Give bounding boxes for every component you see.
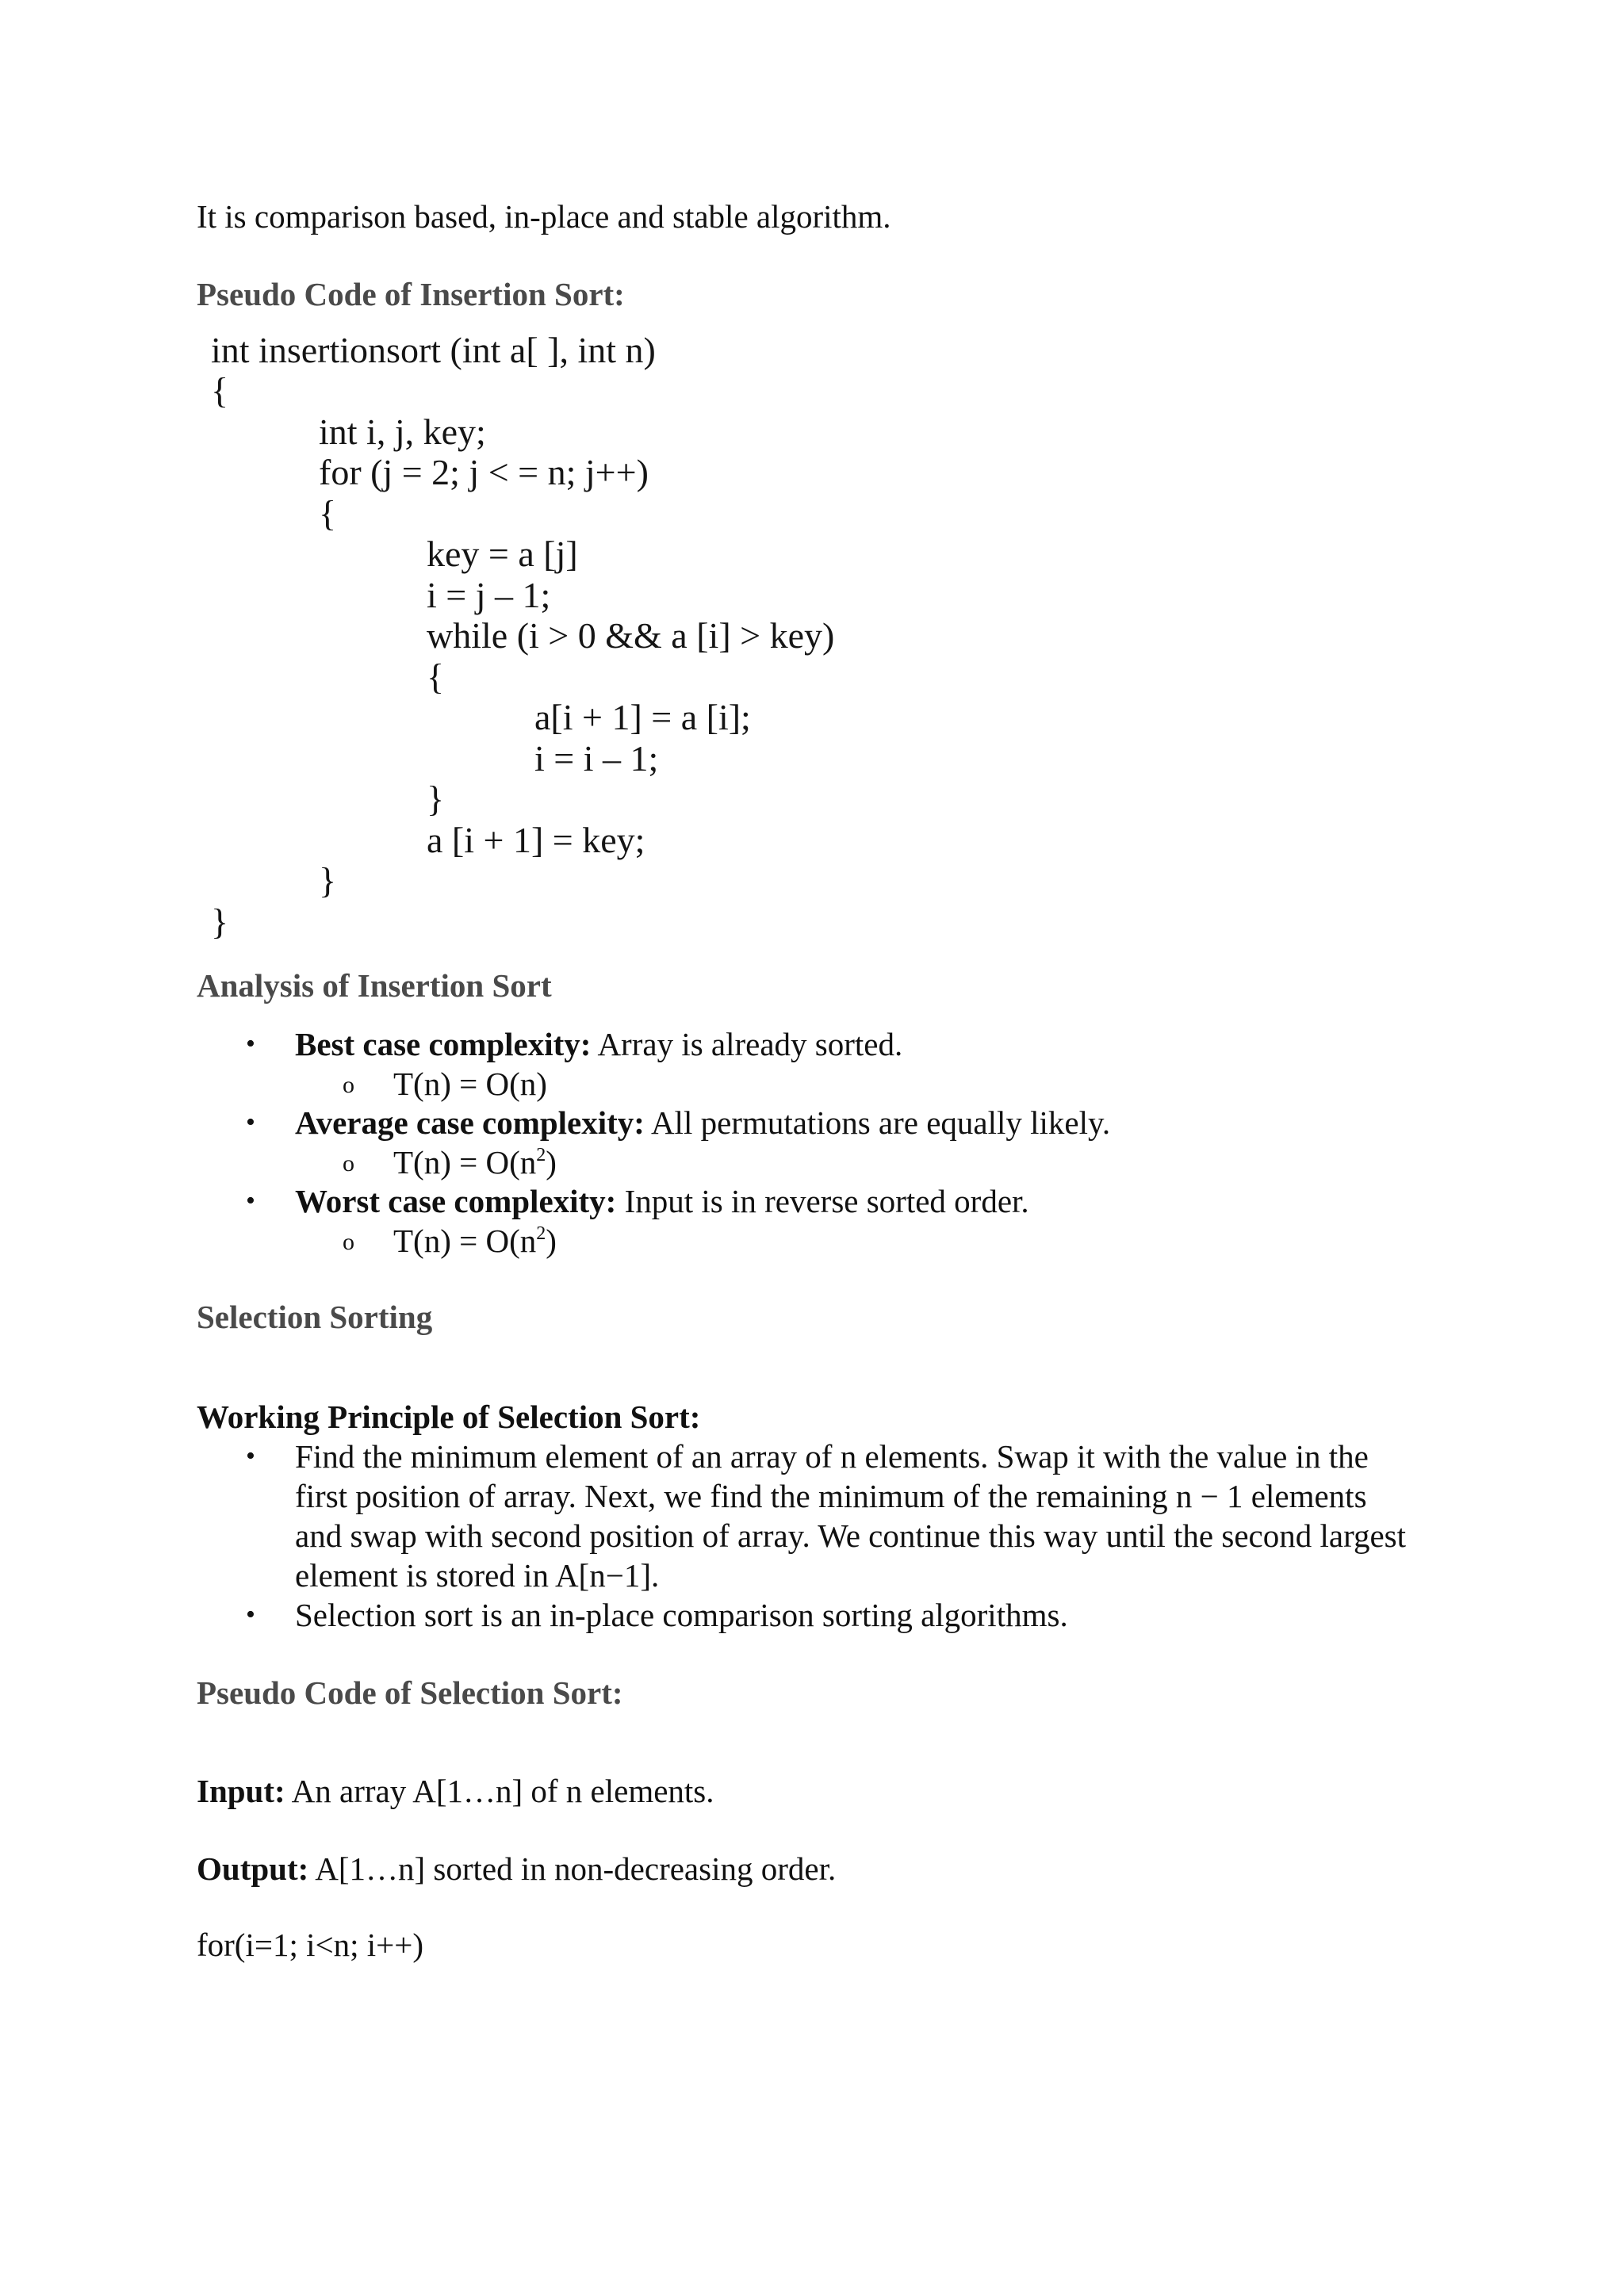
intro-text: It is comparison based, in-place and stable algorithm.	[197, 198, 891, 235]
analysis-heading: Analysis of Insertion Sort	[197, 967, 552, 1004]
code-line: i = j – 1;	[427, 575, 551, 615]
bullet-icon: •	[246, 1441, 255, 1471]
code-line: {	[427, 656, 445, 697]
average-case-formula: $T(n) = O(n^2)$	[393, 1144, 557, 1181]
circle-bullet-icon: o	[343, 1072, 354, 1098]
best-case-formula: T(n) = O(n)	[393, 1066, 547, 1102]
circle-bullet-icon: o	[343, 1150, 354, 1177]
worst-case-label: Worst case complexity:	[295, 1183, 617, 1219]
circle-bullet-icon: o	[343, 1229, 354, 1255]
code-line: for (j = 2; j < = n; j++)	[319, 452, 649, 492]
output-text: A[1…n] sorted in non-decreasing order.	[315, 1850, 837, 1887]
code-line: a [i + 1] = key;	[427, 820, 645, 860]
input-label: Input:	[197, 1773, 285, 1809]
code-line: int i, j, key;	[319, 411, 486, 452]
insertion-code-heading: Pseudo Code of Insertion Sort:	[197, 276, 625, 312]
worst-case-formula: $T(n) = O(n^2)$	[393, 1223, 557, 1259]
output-line	[197, 1849, 836, 1888]
input-line	[197, 1771, 714, 1811]
worst-case-text: Input is in reverse sorted order.	[624, 1183, 1029, 1219]
working-line: Find the minimum element of an array of n elements. Swap it with the value in the	[295, 1438, 1369, 1475]
code-line: int insertionsort (int a[ ], int n)	[211, 330, 656, 370]
selection-code-heading: Pseudo Code of Selection Sort:	[197, 1674, 623, 1711]
bullet-icon: •	[246, 1600, 255, 1629]
selection-sorting-heading: Selection Sorting	[197, 1299, 433, 1335]
code-line: {	[319, 493, 337, 534]
best-case-text: Array is already sorted.	[597, 1026, 903, 1062]
bullet-icon: •	[246, 1029, 255, 1058]
working-principle-heading: Working Principle of Selection Sort:	[197, 1399, 701, 1435]
average-case-label: Average case complexity:	[295, 1104, 645, 1141]
code-line: }	[319, 860, 337, 901]
bullet-icon: •	[246, 1108, 255, 1137]
average-case-text: All permutations are equally likely.	[650, 1104, 1111, 1141]
bullet-icon: •	[246, 1186, 255, 1215]
working-line: Selection sort is an in-place comparison sorting algorithms.	[295, 1597, 1068, 1633]
code-line: }	[211, 901, 229, 942]
code-line: {	[211, 370, 229, 411]
list-item-average	[295, 1103, 1110, 1142]
list-item-best	[295, 1024, 902, 1064]
working-line: first position of array. Next, we find the minimum of the remaining n − 1 elements	[295, 1478, 1367, 1514]
output-label: Output:	[197, 1850, 309, 1887]
for-loop-line: for(i=1; i<n; i++)	[197, 1927, 424, 1963]
list-item-worst	[295, 1181, 1029, 1221]
working-line: and swap with second position of array. We continue this way until the second largest	[295, 1517, 1407, 1554]
code-line: i = i – 1;	[534, 738, 659, 779]
code-line: key = a [j]	[427, 534, 578, 574]
code-line: a[i + 1] = a [i];	[534, 697, 751, 737]
input-text: An array A[1…n] of n elements.	[291, 1773, 714, 1809]
code-line: while (i > 0 && a [i] > key)	[427, 615, 835, 656]
best-case-label: Best case complexity:	[295, 1026, 592, 1062]
code-line: }	[427, 779, 445, 819]
working-line: element is stored in A[n−1].	[295, 1557, 660, 1594]
